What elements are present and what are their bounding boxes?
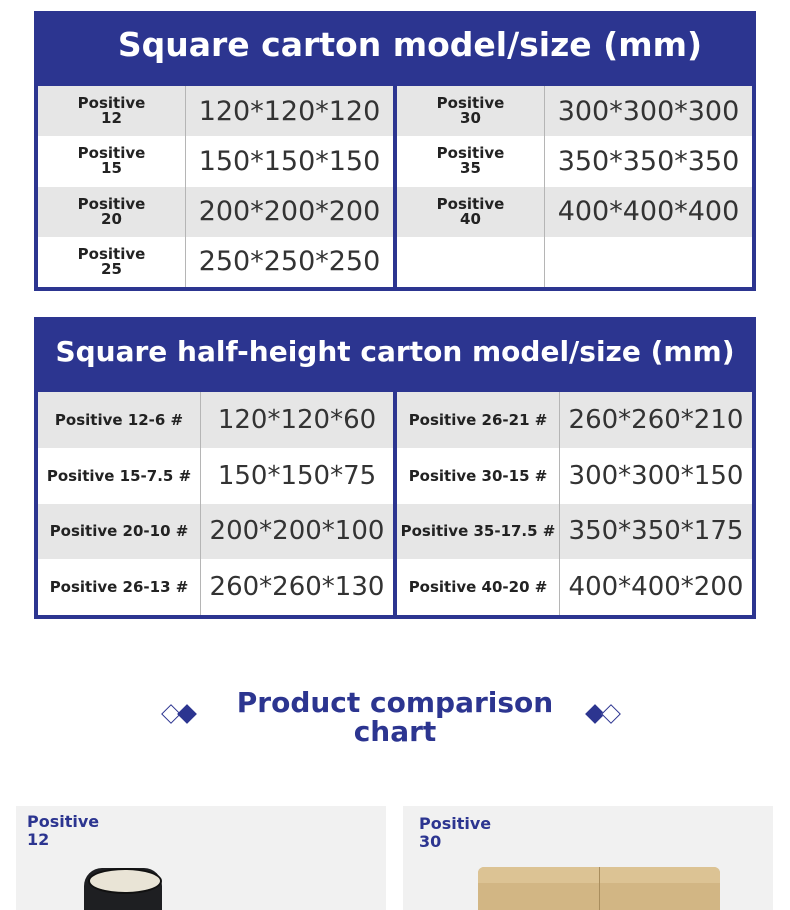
table-row bbox=[397, 448, 752, 504]
table-row bbox=[397, 136, 752, 186]
model-cell: Positive 30 bbox=[397, 86, 545, 136]
size-cell: 120*120*120 bbox=[198, 95, 381, 127]
size-cell: 350*350*175 bbox=[568, 516, 744, 547]
half-height-carton-table-title: Square half-height carton model/size (mm) bbox=[55, 335, 735, 368]
product-card bbox=[403, 806, 773, 910]
product-card-label: Positive 30 bbox=[419, 814, 492, 851]
model-cell: Positive 12 bbox=[38, 86, 186, 136]
model-cell: Positive 12-6 # bbox=[38, 392, 201, 448]
table-row bbox=[38, 237, 393, 287]
model-cell: Positive 20 bbox=[38, 187, 186, 237]
table-row bbox=[38, 136, 393, 186]
model-cell: Positive 20-10 # bbox=[38, 504, 201, 560]
diamond-decoration-right bbox=[588, 707, 618, 721]
model-cell: Positive 35 bbox=[397, 136, 545, 186]
model-cell: Positive 30-15 # bbox=[397, 448, 560, 504]
size-cell: 260*260*210 bbox=[568, 404, 744, 435]
comparison-heading: Product comparison chart bbox=[236, 686, 554, 748]
size-cell bbox=[545, 237, 752, 287]
table-row bbox=[397, 187, 752, 237]
square-carton-table bbox=[34, 11, 756, 291]
size-cell: 400*400*400 bbox=[557, 196, 740, 228]
product-box-seam bbox=[599, 867, 600, 910]
size-cell: 200*200*200 bbox=[198, 196, 381, 228]
size-cell: 150*150*150 bbox=[198, 145, 381, 177]
square-carton-table-title: Square carton model/size (mm) bbox=[117, 25, 703, 64]
table-row bbox=[38, 559, 393, 615]
table1-right-column bbox=[397, 86, 752, 287]
size-cell: 350*350*350 bbox=[557, 145, 740, 177]
table-row bbox=[38, 392, 393, 448]
diamond-outline-icon bbox=[601, 704, 621, 724]
model-cell: Positive 40 bbox=[397, 187, 545, 237]
model-cell: Positive 26-21 # bbox=[397, 392, 560, 448]
size-cell: 250*250*250 bbox=[198, 246, 381, 278]
size-cell: 260*260*130 bbox=[209, 572, 385, 603]
model-cell: Positive 40-20 # bbox=[397, 559, 560, 615]
product-card bbox=[16, 806, 386, 910]
model-cell: Positive 26-13 # bbox=[38, 559, 201, 615]
model-cell: Positive 15 bbox=[38, 136, 186, 186]
size-cell: 120*120*60 bbox=[217, 404, 377, 435]
size-cell: 150*150*75 bbox=[217, 460, 377, 491]
product-card-label: Positive 12 bbox=[27, 812, 100, 849]
size-cell: 400*400*200 bbox=[568, 572, 744, 603]
table-row bbox=[397, 237, 752, 287]
size-cell: 300*300*300 bbox=[557, 95, 740, 127]
table-row bbox=[38, 187, 393, 237]
model-cell: Positive 25 bbox=[38, 237, 186, 287]
model-cell: Positive 15-7.5 # bbox=[38, 448, 201, 504]
half-height-carton-table bbox=[34, 317, 756, 619]
product-can-lid bbox=[88, 868, 162, 894]
table-row bbox=[38, 86, 393, 136]
table2-left-column bbox=[38, 392, 393, 615]
size-cell: 200*200*100 bbox=[209, 516, 385, 547]
table-row bbox=[397, 392, 752, 448]
table-row bbox=[38, 448, 393, 504]
table-row bbox=[397, 86, 752, 136]
model-cell: Positive 35-17.5 # bbox=[397, 504, 560, 560]
table1-left-column bbox=[38, 86, 393, 287]
table-row bbox=[397, 559, 752, 615]
table-row bbox=[397, 504, 752, 560]
model-cell bbox=[397, 237, 545, 287]
table-row bbox=[38, 504, 393, 560]
size-cell: 300*300*150 bbox=[568, 460, 744, 491]
table2-right-column bbox=[397, 392, 752, 615]
